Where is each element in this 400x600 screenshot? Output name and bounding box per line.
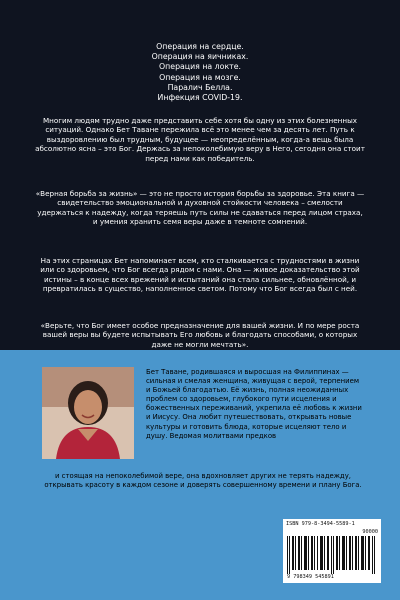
book-description-paragraph: «Верная борьба за жизнь» — это не просто история борьбы за здоровье. Эта книга — свидетельство эмоциональной и духовной стойкости человека – смелости удержаться к надежду, когда теряешь путь силы не сдаваться перед лицом страха, и умения хранить семя веры даже в темноте сомнений. — [35, 189, 365, 227]
price-code: 90000 — [362, 529, 378, 535]
barcode-digits: 9 798349 545891 — [287, 574, 334, 580]
intro-paragraph: Многим людям трудно даже представить себе хотя бы одну из этих болезненных ситуаций. Однако Бет Таване пережила всё это менее чем за десять лет. Путь к выздоровлению был трудным, будущее — неопределённым, когда-а вещь была абсолютно ясна – это Бог. Держась за непоколебимую веру в Него, сегодня она стоит перед нами как победитель. — [35, 116, 365, 163]
operations-list — [0, 42, 400, 103]
isbn-number: ISBN 979-8-3494-5589-1 — [286, 521, 355, 527]
testimony-paragraph: На этих страницах Бет напоминает всем, кто сталкивается с трудностями в жизни или со здоровьем, что Бог всегда рядом с нами. Она — живое доказательство этой истины – в конце всех врежений и испытаний она стала сильнее, обновлённой, и превратилась в существо, наполненное светом. Потому что Бог всегда был с ней. — [40, 256, 360, 294]
quote-paragraph: «Верьте, что Бог имеет особое предназначение для вашей жизни. И по мере роста вашей веры вы будете испытывать Его любовь и благодать способами, о которых даже не могли мечтать». — [40, 321, 360, 349]
operation-item: Операция на сердце. — [156, 42, 244, 51]
operation-item: Операция на яичниках. — [151, 52, 249, 62]
operation-item: Операция на мозге. — [159, 72, 241, 82]
operation-item: Паралич Белла. — [167, 82, 233, 92]
author-photo — [42, 367, 134, 459]
author-bio-continued: и стоящая на непоколебимой вере, она вдохновляет других не терять надежду, открывать красоту в каждом сезоне и доверять совершенному времени и плану Бога. — [44, 472, 362, 490]
isbn-barcode — [283, 519, 381, 583]
author-bio: Бет Таване, родившаяся и выросшая на Филиппинах — сильная и смелая женщина, живущая с верой, терпением и Божьей благодатью. Её жизнь, полная неожиданных проблем со здоровьем, глубокого пути исцеления и божественных переживаний, укрепила её любовь к жизни и Иисусу. Она любит путешествовать, открывать новые культуры и готовить блюда, которые исцеляют тело и душу. Ведомая молитвами предков — [146, 368, 362, 440]
operation-item: Операция на локте. — [159, 62, 241, 72]
barcode-bars-icon — [287, 536, 377, 574]
author-portrait-icon — [42, 367, 134, 459]
operation-item: Инфекция COVID-19. — [157, 93, 243, 103]
